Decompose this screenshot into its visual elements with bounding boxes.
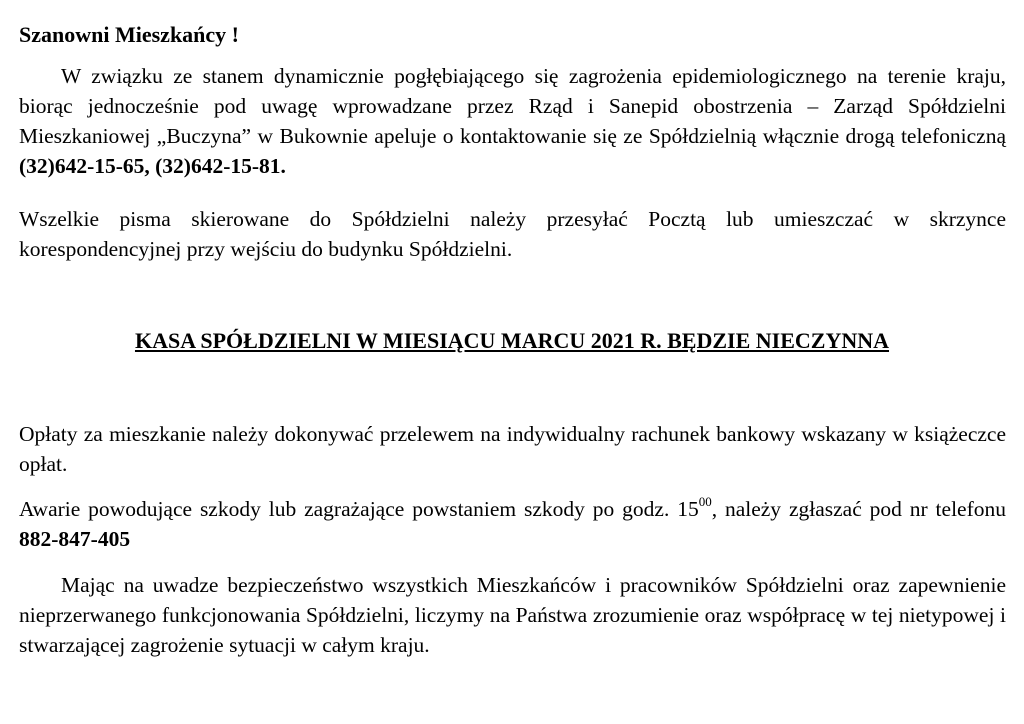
cashier-closed-notice: KASA SPÓŁDZIELNI W MIESIĄCU MARCU 2021 R. BĘDZIE NIECZYNNA bbox=[134, 328, 890, 353]
emergency-text-before: Awarie powodujące szkody lub zagrażające powstaniem szkody po godz. 15 bbox=[19, 497, 699, 521]
paragraph-mail: Wszelkie pisma skierowane do Spółdzielni należy przesyłać Pocztą lub umieszczać w skrzynce korespondencyjnej przy wejściu do budynku Spółdzielni. bbox=[19, 207, 1006, 261]
paragraph-closing: Mając na uwadze bezpieczeństwo wszystkich Mieszkańców i pracowników Spółdzielni oraz zapewnienie nieprzerwanego funkcjonowania Spółdzielni, liczymy na Państwa zrozumienie oraz współpracę w tej nietypowej i stwarzającej zagrożenie sytuacji w całym kraju. bbox=[19, 573, 1006, 657]
greeting-heading: Szanowni Mieszkańcy ! bbox=[19, 22, 239, 47]
paragraph-payments: Opłaty za mieszkanie należy dokonywać przelewem na indywidualny rachunek bankowy wskazany w książeczce opłat. bbox=[19, 422, 1006, 476]
emergency-phone: 882-847-405 bbox=[19, 527, 131, 551]
paragraph-contact bbox=[19, 61, 1006, 181]
emergency-text-after: , należy zgłaszać pod nr telefonu bbox=[711, 497, 1006, 521]
paragraph-emergency bbox=[19, 494, 1006, 554]
contact-phones: (32)642-15-65, (32)642-15-81. bbox=[19, 154, 286, 178]
emergency-hour-superscript: 00 bbox=[698, 493, 712, 509]
paragraph-contact-text: W związku ze stanem dynamicznie pogłębiającego się zagrożenia epidemiologicznego na terenie kraju, biorąc jednocześnie pod uwagę wprowadzane przez Rząd i Sanepid obostrzenia – Zarząd Spółdzielni Mieszkaniowej „Buczyna” w Bukownie apeluje o kontaktowanie się ze Spółdzielnią włącznie drogą telefoniczną bbox=[19, 64, 1006, 148]
